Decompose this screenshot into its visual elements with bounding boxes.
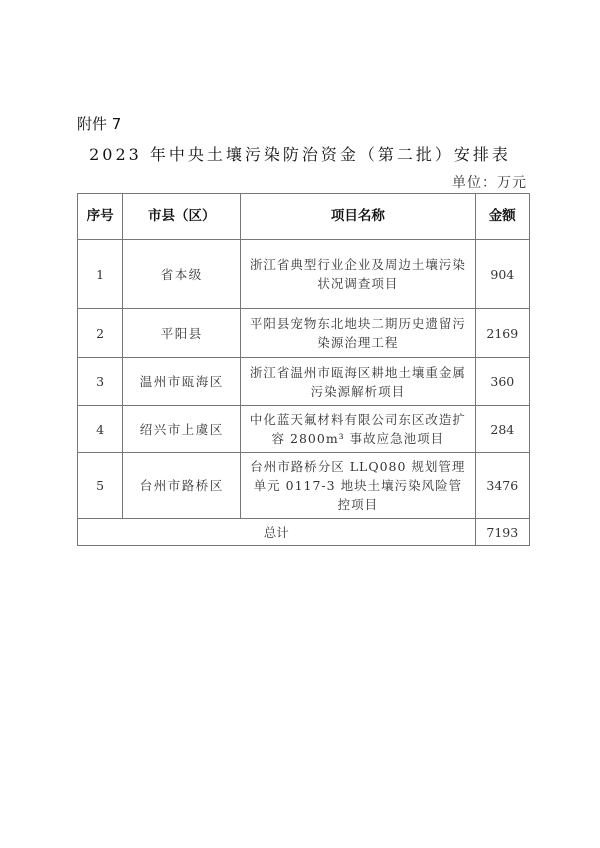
document-title: 2023 年中央土壤污染防治资金（第二批）安排表 <box>89 145 511 164</box>
row-amount: 3476 <box>475 453 529 519</box>
row-area: 省本级 <box>123 240 241 309</box>
funds-table <box>77 193 530 546</box>
header-project: 项目名称 <box>241 194 475 240</box>
row-amount: 904 <box>475 240 529 309</box>
header-amount: 金额 <box>475 194 529 240</box>
table-row <box>78 309 530 358</box>
row-project: 浙江省温州市瓯海区耕地土壤重金属污染源解析项目 <box>241 358 475 406</box>
table-header-row <box>78 194 530 240</box>
attachment-label: 附件 7 <box>77 115 122 133</box>
row-index: 1 <box>78 240 123 309</box>
row-amount: 284 <box>475 406 529 453</box>
row-project: 中化蓝天氟材料有限公司东区改造扩容 2800m³ 事故应急池项目 <box>241 406 475 453</box>
row-index: 3 <box>78 358 123 406</box>
row-project: 台州市路桥分区 LLQ080 规划管理单元 0117-3 地块土壤污染风险管控项目 <box>241 453 475 519</box>
row-amount: 360 <box>475 358 529 406</box>
row-area: 绍兴市上虞区 <box>123 406 241 453</box>
total-amount: 7193 <box>475 519 529 546</box>
row-index: 5 <box>78 453 123 519</box>
row-index: 2 <box>78 309 123 358</box>
unit-label: 单位：万元 <box>452 175 527 191</box>
table-row <box>78 453 530 519</box>
total-row <box>78 519 530 546</box>
row-project: 平阳县宠物东北地块二期历史遗留污染源治理工程 <box>241 309 475 358</box>
header-area: 市县（区） <box>123 194 241 240</box>
row-area: 台州市路桥区 <box>123 453 241 519</box>
row-amount: 2169 <box>475 309 529 358</box>
row-project: 浙江省典型行业企业及周边土壤污染状况调查项目 <box>241 240 475 309</box>
row-area: 温州市瓯海区 <box>123 358 241 406</box>
total-label: 总计 <box>78 519 476 546</box>
row-index: 4 <box>78 406 123 453</box>
table-row <box>78 240 530 309</box>
table-row <box>78 406 530 453</box>
row-area: 平阳县 <box>123 309 241 358</box>
header-index: 序号 <box>78 194 123 240</box>
table-row <box>78 358 530 406</box>
